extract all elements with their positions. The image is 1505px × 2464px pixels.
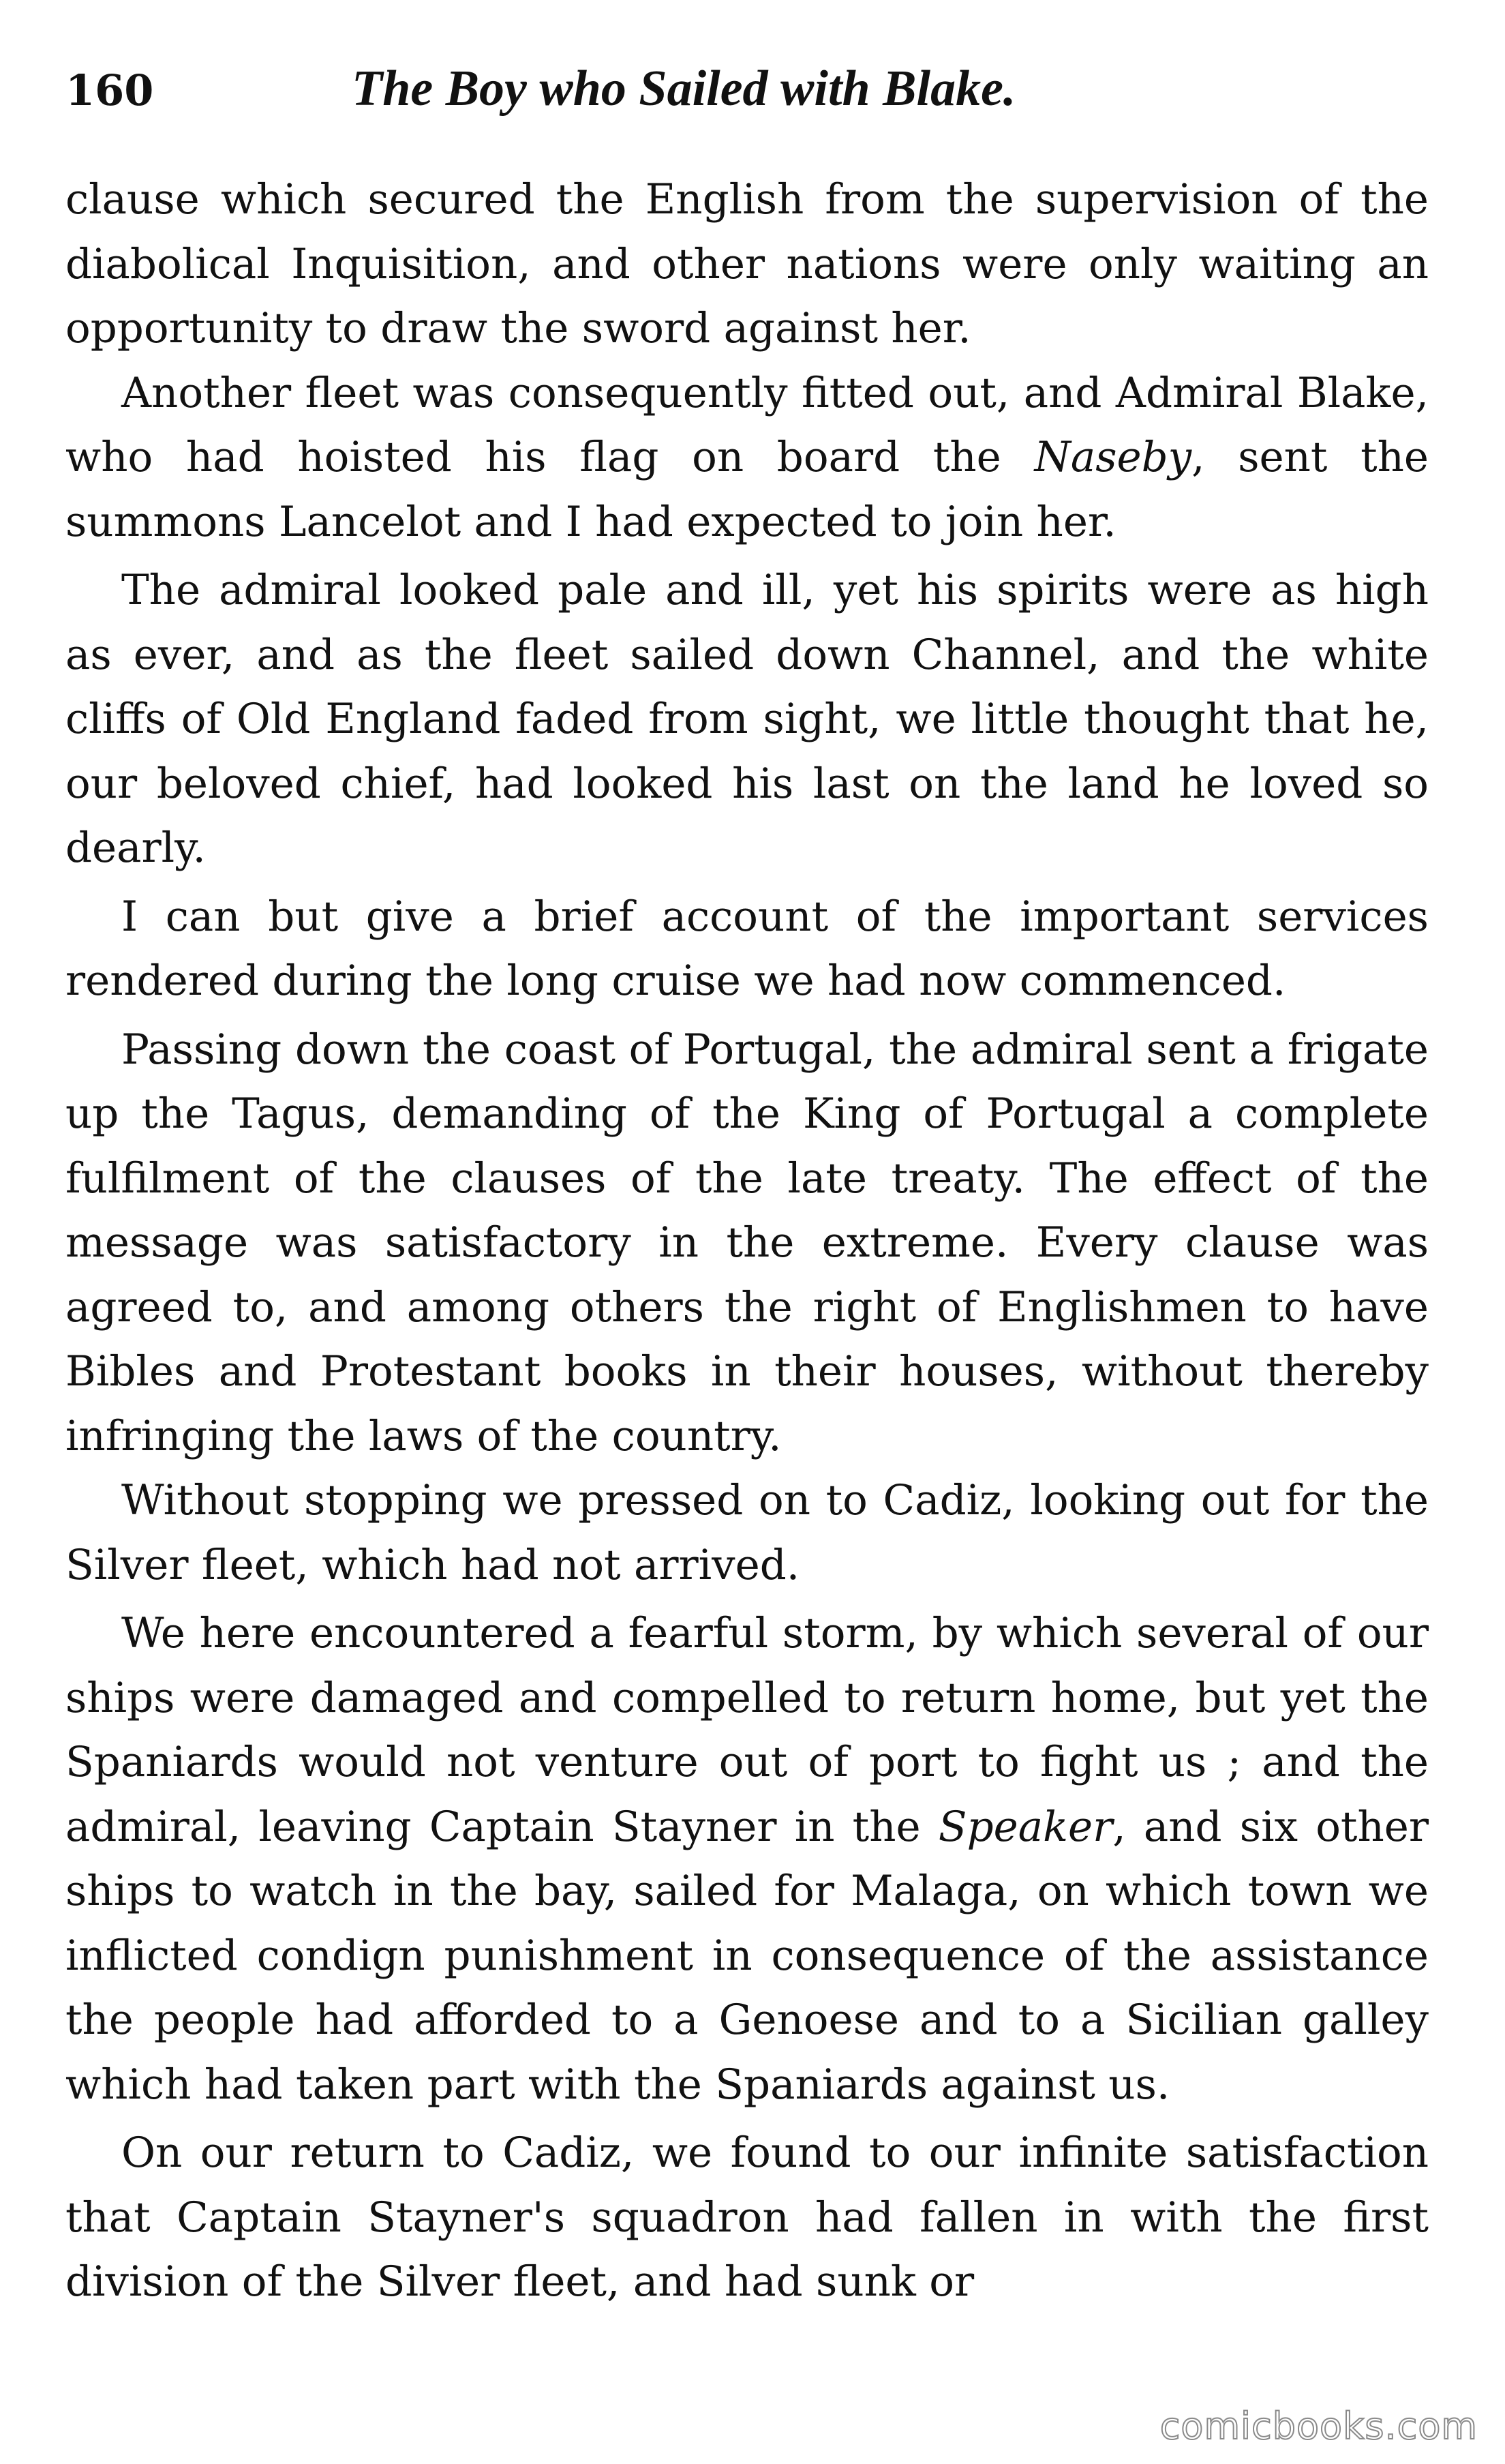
paragraph-2 — [65, 361, 1429, 555]
body-text — [65, 168, 1429, 2315]
page-header — [65, 60, 1429, 142]
paragraph-4: I can but give a brief account of the important services rendered during the long cruise we had now commenced. — [65, 892, 1429, 1005]
paragraph-7 — [65, 1602, 1429, 2117]
paragraph-2-text-a: Another fleet was consequently fitted out, and Admiral Blake, who had hoisted his flag on board the — [65, 368, 1429, 481]
book-page — [65, 60, 1429, 2315]
paragraph-5: Passing down the coast of Portugal, the admiral sent a frigate up the Tagus, demanding of the King of Portugal a complete fulfilment of the clauses of the late treaty. The effect of the message was satisfactory in the extreme. Every clause was agreed to, and among others the right of Englishmen to have Bibles and Protestant books in their houses, without thereby infringing the laws of the country. — [65, 1025, 1429, 1460]
paragraph-1: clause which secured the English from the supervision of the diabolical Inquisition, and other nations were only waiting an opportunity to draw the sword against her. — [65, 175, 1429, 352]
ship-name-naseby: Naseby — [1034, 433, 1192, 481]
paragraph-8: On our return to Cadiz, we found to our infinite satisfaction that Captain Stayner's squadron had fallen in with the first division of the Silver fleet, and had sunk or — [65, 2129, 1429, 2306]
paragraph-6: Without stopping we pressed on to Cadiz, looking out for the Silver fleet, which had not arrived. — [65, 1476, 1429, 1589]
running-title: The Boy who Sailed with Blake. — [352, 61, 1016, 117]
watermark: comicbooks.com — [1159, 2405, 1478, 2448]
paragraph-7-text-b: , and six other ships to watch in the bay, sailed for Malaga, on which town we inflicted condign punishment in consequence of the assistance the people had afforded to a Genoese and to a Sicilian galley which had taken part with the Spaniards against us. — [65, 1802, 1429, 2109]
paragraph-3: The admiral looked pale and ill, yet his spirits were as high as ever, and as the fleet sailed down Channel, and the white cliffs of Old England faded from sight, we little thought that he, our beloved chief, had looked his last on the land he loved so dearly. — [65, 566, 1429, 872]
ship-name-speaker: Speaker — [938, 1802, 1113, 1851]
paragraph-2-text-b: , sent the summons Lancelot and I had expected to join her. — [65, 433, 1429, 546]
paragraph-7-text-a: We here encountered a fearful storm, by which several of our ships were damaged and compelled to return home, but yet the Spaniards would not venture out of port to fight us ; and the admiral, leaving Captain Stayner in the — [65, 1609, 1429, 1851]
page-number: 160 — [65, 65, 154, 115]
